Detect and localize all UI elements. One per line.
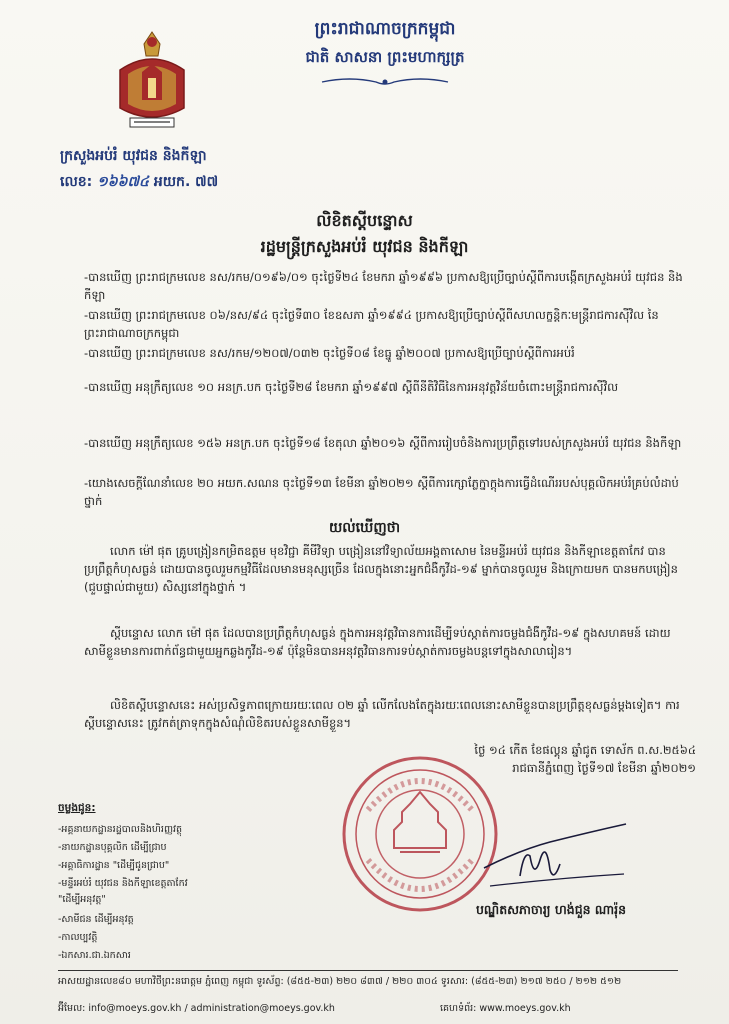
footer-divider	[58, 970, 678, 971]
reference-item: -យោងសេចក្តីណែនាំលេខ ២០ អយក.សណន ចុះថ្ងៃទី១៣ ខែមីនា ឆ្នាំ២០២១ ស្តីពីការក្សោភ្លែក្នាក្តុងការធ្វើដំណើររបស់បុគ្គលិកអប់រំគ្រប់លំដាប់ថ្នាក់	[84, 476, 679, 508]
body-paragraph: លោក ម៉ៅ ផុត គ្រូបង្រៀនកម្រិតឧត្តម មុខវិជ្ជា គីមីវិទ្យា បង្រៀននៅវិទ្យាល័យអង្គតាសោម នៃមន្ទីរអប់រំ យុវជន និងកីឡាខេត្តតាកែវ បានប្រព្រឹត្តកំហុសធ្ងន់ ដោយបានចូលរួមកម្មវិធីដែលមានមនុស្សច្រើន ដែលក្នុងនោះអ្នកជំងឺកូវីដ-១៩ ម្នាក់បានចូលរួម និងក្រោយមក បានមកបង្រៀន (ជួបផ្ទាល់ជាមួយ) សិស្សនៅក្នុងថ្នាក់ ។	[84, 544, 678, 594]
official-stamp-icon	[338, 752, 502, 916]
footer-email: អ៊ីមែល: info@moeys.gov.kh / administration@moeys.gov.kh	[58, 1003, 335, 1014]
document-subtitle: រដ្ឋមន្ត្រីក្រសួងអប់រំ យុវជន និងកីឡា	[260, 237, 469, 256]
ornament-divider-icon	[320, 74, 450, 88]
footer-address: អាសយដ្ឋានលេខ៨០ មហាវិថីព្រះនរោត្តម ភ្នំពេញ កម្ពុជា ទូរស័ព្ទ: (៨៥៥-២៣) ២២០ ៨៣៧ / ២២០ ៣០៤ ទូរសារ: (៨៥៥-២៣) ២១៧ ២៥០ / ២១២ ៥១២	[58, 976, 622, 987]
reference-prefix: លេខ:	[60, 174, 93, 190]
reference-item: -បានឃើញ អនុក្រឹត្យលេខ ១០ អនក្រ.បក ចុះថ្ងៃទី២៨ ខែមករា ឆ្នាំ១៩៩៧ ស្តីពីនីតិវិធីនៃការអនុវត្តវិន័យចំពោះមន្ត្រីរាជការស៊ីវិល	[84, 380, 619, 394]
ministry-name: ក្រសួងអប់រំ យុវជន និងកីឡា	[60, 148, 207, 164]
lunar-date: ថ្ងៃ ១៤ កើត ខែផល្គុន ឆ្នាំជូត ទោស័ក ព.ស.២៥៦៤	[474, 743, 696, 757]
recipient-item: -សាមីជន ដើម្បីអនុវត្ត	[58, 914, 134, 925]
recipient-item: -មន្ទីរអប់រំ យុវជន និងកីឡាខេត្តតាកែវ	[58, 878, 188, 889]
recipient-item: -អគ្គនាយកដ្ឋានរដ្ឋបាលនិងហិរញ្ញវត្ថុ	[58, 824, 183, 835]
recipient-item: -ឯកសារ.ជា.ឯកសារ	[58, 950, 131, 961]
recipients-label: ចម្លងជូន:	[58, 802, 96, 814]
recipient-item: "ដើម្បីអនុវត្ត"	[58, 894, 106, 905]
document-title: លិខិតស្តីបន្ទោស	[316, 211, 413, 230]
reference-number	[60, 172, 218, 193]
recipient-item: -អគ្គាធិការដ្ឋាន "ដើម្បីជូនជ្រាប"	[58, 860, 170, 871]
decision-heading: យល់ឃើញថា	[328, 520, 401, 536]
body-paragraph: ស្តីបន្ទោស លោក ម៉ៅ ផុត ដែលបានប្រព្រឹត្តកំហុសធ្ងន់ ក្នុងការអនុវត្តវិធានការដើម្បីទប់ស្កាត់ការចម្លងជំងឺកូវីដ-១៩ ក្នុងសហគមន៍ ដោយសាមីខ្លួនមានការពាក់ព័ន្ធជាមួយអ្នកឆ្លងកូវីដ-១៩ ប៉ុន្តែមិនបានអនុវត្តវិធានការទប់ស្កាត់ការចម្លងបន្តទៅក្នុងសាលារៀន។	[84, 626, 671, 658]
recipient-item: -នាយកដ្ឋានបុគ្គលិក ដើម្បីជ្រាប	[58, 842, 167, 853]
reference-item: -បានឃើញ ព្រះរាជក្រមលេខ នស/រកម/១២០៧/០៣២ ចុះថ្ងៃទី០៨ ខែធ្នូ ឆ្នាំ២០០៧ ប្រកាសឱ្យប្រើច្បាប់ស្តីពីការអប់រំ	[84, 346, 575, 360]
reference-number-value: ១៦៦៧៤	[97, 174, 149, 190]
footer-website: គេហទំព័រ: www.moeys.gov.kh	[440, 1003, 571, 1014]
reference-item: -បានឃើញ ព្រះរាជក្រមលេខ ០៦/នស/៩៤ ចុះថ្ងៃទី៣០ ខែឧសភា ឆ្នាំ១៩៩៤ ប្រកាសឱ្យប្រើច្បាប់ស្តីពីសហលក្ខន្តិកៈមន្ត្រីរាជការស៊ីវិល នៃព្រះរាជាណាចក្រកម្ពុជា	[84, 308, 659, 340]
national-motto: ជាតិ សាសនា ព្រះមហាក្សត្រ	[305, 48, 465, 66]
kingdom-heading: ព្រះរាជាណាចក្រកម្ពុជា	[314, 19, 456, 39]
solar-date: រាជធានីភ្នំពេញ ថ្ងៃទី១៧ ខែមីនា ឆ្នាំ២០២១	[512, 761, 696, 775]
reference-item: -បានឃើញ អនុក្រឹត្យលេខ ១៥៦ អនក្រ.បក ចុះថ្ងៃទី១៨ ខែតុលា ឆ្នាំ២០១៦ ស្តីពីការរៀបចំនិងការប្រព្រឹត្តទៅរបស់ក្រសួងអប់រំ យុវជន និងកីឡា	[84, 436, 682, 450]
signature-icon	[480, 820, 630, 890]
body-paragraph: លិខិតស្តីបន្ទោសនេះ អស់ប្រសិទ្ធភាពក្រោយរយៈពេល ០២ ឆ្នាំ លើកលែងតែក្នុងរយៈពេលនោះសាមីខ្លួនបានប្រព្រឹត្តខុសធ្ងន់ម្តងទៀត។ ការស្តីបន្ទោសនេះ ត្រូវកត់ត្រាទុកក្នុងសំណុំលិខិតរបស់ខ្លួនសាមីខ្លួន។	[84, 698, 680, 730]
ministry-emblem-icon	[112, 30, 192, 134]
recipient-item: -កាលប្បវត្តិ	[58, 932, 98, 943]
reference-suffix: អយក. ៧៧	[153, 174, 219, 190]
reference-item: -បានឃើញ ព្រះរាជក្រមលេខ នស/រកម/០១៩៦/០១ ចុះថ្ងៃទី២៤ ខែមករា ឆ្នាំ១៩៩៦ ប្រកាសឱ្យប្រើច្បាប់ស្តីពីការបង្កើតក្រសួងអប់រំ យុវជន និងកីឡា	[84, 270, 683, 302]
signatory-name: បណ្ឌិតសភាចារ្យ ហង់ជួន ណារ៉ុន	[476, 902, 627, 917]
